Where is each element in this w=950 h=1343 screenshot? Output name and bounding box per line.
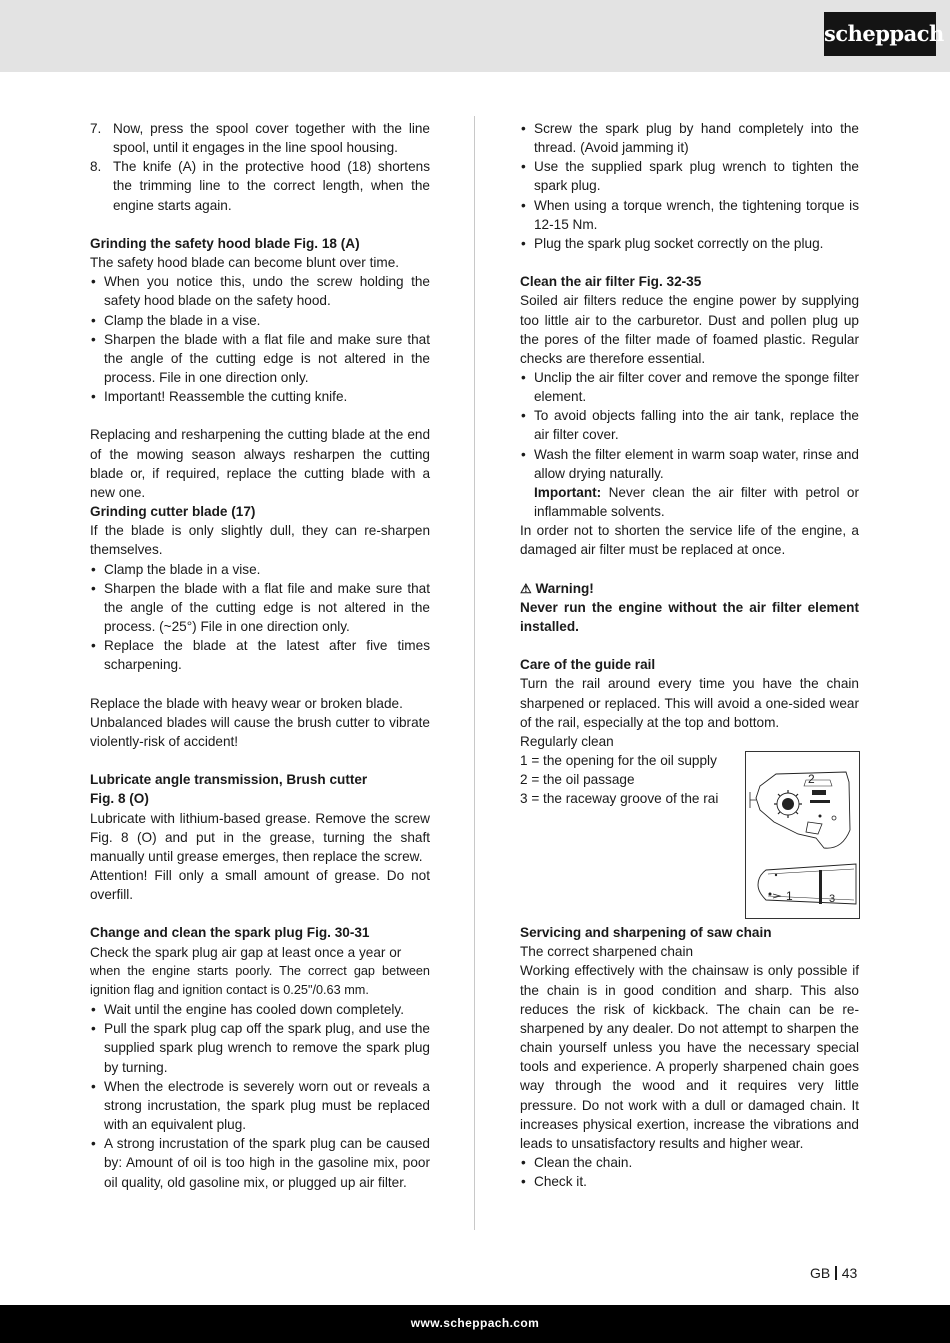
bullet-item: • Important! Reassemble the cutting knife. — [90, 387, 430, 406]
paragraph: Regularly clean — [520, 733, 614, 749]
heading-grinding-cutter-blade: Grinding cutter blade (17) — [90, 504, 256, 520]
paragraph: Replacing and resharpening the cutting blade at the end of the mowing season always resharpen the cutting blade or, if required, replace the cutting blade with a new one. — [90, 427, 430, 500]
warning-triangle-icon: ⚠ — [520, 580, 532, 596]
bullet-item: • Sharpen the blade with a flat file and make sure that the angle of the cutting edge is not altered in the process. File in one direction only. — [90, 330, 430, 387]
bullet-item: • Plug the spark plug socket correctly on the plug. — [520, 234, 859, 253]
bullet-item: • A strong incrustation of the spark plug can be caused by: Amount of oil is too high in the gasoline mix, poor oil quality, old gasoline mix, or plugged up air filter. — [90, 1134, 430, 1191]
figure-label-1: 1 — [786, 889, 793, 904]
guide-rail-legend — [520, 751, 732, 808]
warning-title — [520, 579, 859, 598]
paragraph: Attention! Fill only a small amount of grease. Do not overfill. — [90, 868, 430, 903]
right-column — [520, 119, 859, 1191]
paragraph: Lubricate with lithium-based grease. Remove the screw Fig. 8 (O) and put in the grease, turning the shaft manually until grease emerges, then replace the screw. — [90, 810, 430, 864]
paragraph: Replace the blade with heavy wear or broken blade. — [90, 695, 403, 711]
numbered-item-8 — [90, 157, 430, 214]
guide-rail-figure-row — [520, 751, 859, 923]
heading-guide-rail: Care of the guide rail — [520, 657, 656, 673]
important-label: Important: — [534, 484, 602, 500]
left-column — [90, 119, 430, 1192]
bullet-item: • When you notice this, undo the screw holding the safety hood blade on the safety hood. — [90, 272, 430, 310]
warning-text: Never run the engine without the air filter element installed. — [520, 599, 859, 635]
bullet-item: • Clamp the blade in a vise. — [90, 560, 430, 579]
bullet-item: • Wash the filter element in warm soap water, rinse and allow drying naturally. — [520, 445, 859, 483]
item-number: 7. — [90, 121, 102, 136]
website-url: www.scheppach.com — [410, 1316, 540, 1330]
paragraph: Turn the rail around every time you have the chain sharpened or replaced. This will avoid a one-sided wear of the rail, especially at the top and bottom. — [520, 676, 859, 730]
heading-spark-plug: Change and clean the spark plug Fig. 30-31 — [90, 925, 370, 941]
bullet-item: • Wait until the engine has cooled down completely. — [90, 1000, 430, 1019]
bullet-item: • To avoid objects falling into the air tank, replace the air filter cover. — [520, 406, 859, 444]
page-number-value: 43 — [841, 1265, 858, 1281]
heading-safety-hood-blade: Grinding the safety hood blade Fig. 18 (A) — [90, 235, 360, 251]
scheppach-logo: scheppach — [824, 12, 936, 56]
legend-item: 3 = the raceway groove of the rai — [520, 791, 719, 807]
bullet-item: • Clean the chain. — [520, 1153, 859, 1172]
bullet-item: • Unclip the air filter cover and remove the sponge filter element. — [520, 368, 859, 406]
paragraph: The safety hood blade can become blunt over time. — [90, 255, 400, 271]
header-bar — [0, 0, 950, 72]
bullet-item: • Screw the spark plug by hand completely into the thread. (Avoid jamming it) — [520, 119, 859, 157]
bullet-item: • Pull the spark plug cap off the spark plug, and use the supplied spark plug wrench to remove the spark plug by turning. — [90, 1019, 430, 1076]
paragraph: Working effectively with the chainsaw is only possible if the chain is in good condition and sharp. This also reduces the risk of kickback. The chain can be re-sharpened by any dealer. Do not attempt to sharpen the chain yourself unless you have the necessary special tools and experience. A properly sharpened chain goes way through the wood and it requires very little pressure. Do not work with a dull or damaged chain. It increases physical exertion, increase the vibrations and leads to unsatisfactory results and higher wear. — [520, 963, 859, 1151]
item-number: 8. — [90, 159, 102, 175]
numbered-item-7 — [90, 119, 430, 157]
figure-label-2: 2 — [808, 772, 815, 787]
guide-rail-drawing — [746, 752, 859, 918]
important-text: Never clean the air filter with petrol or inflammable solvents. — [534, 484, 859, 520]
legend-item: 2 = the oil passage — [520, 772, 635, 788]
paragraph: Unbalanced blades will cause the brush cutter to vibrate violently-risk of accident! — [90, 714, 430, 749]
bullet-item: • When using a torque wrench, the tightening torque is 12-15 Nm. — [520, 196, 859, 234]
paragraph: In order not to shorten the service life of the engine, a damaged air filter must be replaced at once. — [520, 523, 859, 558]
language-code: GB — [810, 1265, 831, 1281]
warning-title-text: Warning! — [535, 580, 594, 596]
separator — [835, 1266, 837, 1280]
paragraph: The correct sharpened chain — [520, 944, 694, 960]
bullet-item: • Clamp the blade in a vise. — [90, 311, 430, 330]
item-text: Now, press the spool cover together with the line spool, until it engages in the line spool housing. — [113, 121, 430, 156]
important-note — [520, 483, 859, 521]
legend-item: 1 = the opening for the oil supply — [520, 753, 717, 769]
paragraph-small: when the engine starts poorly. The correct gap between ignition flag and ignition contact is 0.25"/0.63 mm. — [90, 963, 430, 997]
bullet-item: • Check it. — [520, 1172, 859, 1191]
heading-saw-chain: Servicing and sharpening of saw chain — [520, 925, 772, 941]
column-divider — [474, 116, 475, 1230]
bullet-item: • Replace the blade at the latest after five times scharpening. — [90, 636, 430, 674]
bullet-item: • When the electrode is severely worn out or reveals a strong incrustation, the spark plug must be replaced with an equivalent plug. — [90, 1077, 430, 1134]
bullet-item: • Use the supplied spark plug wrench to tighten the spark plug. — [520, 157, 859, 195]
heading-air-filter: Clean the air filter Fig. 32-35 — [520, 274, 702, 290]
item-text: The knife (A) in the protective hood (18) shortens the trimming line to the correct length, when the engine starts again. — [113, 159, 430, 213]
heading-lubricate-fig: Fig. 8 (O) — [90, 791, 149, 807]
paragraph: Check the spark plug air gap at least once a year or — [90, 944, 402, 960]
page-number — [810, 1265, 857, 1281]
guide-rail-figure — [745, 751, 860, 919]
paragraph: Soiled air filters reduce the engine power by supplying too little air to the carburetor. Dust and pollen plug up the pores of the filter made of foamed plastic. Regular checks are therefore essential. — [520, 293, 859, 366]
paragraph: If the blade is only slightly dull, they can re-sharpen themselves. — [90, 523, 430, 558]
heading-lubricate-transmission: Lubricate angle transmission, Brush cutter — [90, 772, 368, 788]
figure-label-3: 3 — [829, 893, 836, 906]
bullet-item: • Sharpen the blade with a flat file and make sure that the angle of the cutting edge is not altered in the process. (~25°) File in one direction only. — [90, 579, 430, 636]
